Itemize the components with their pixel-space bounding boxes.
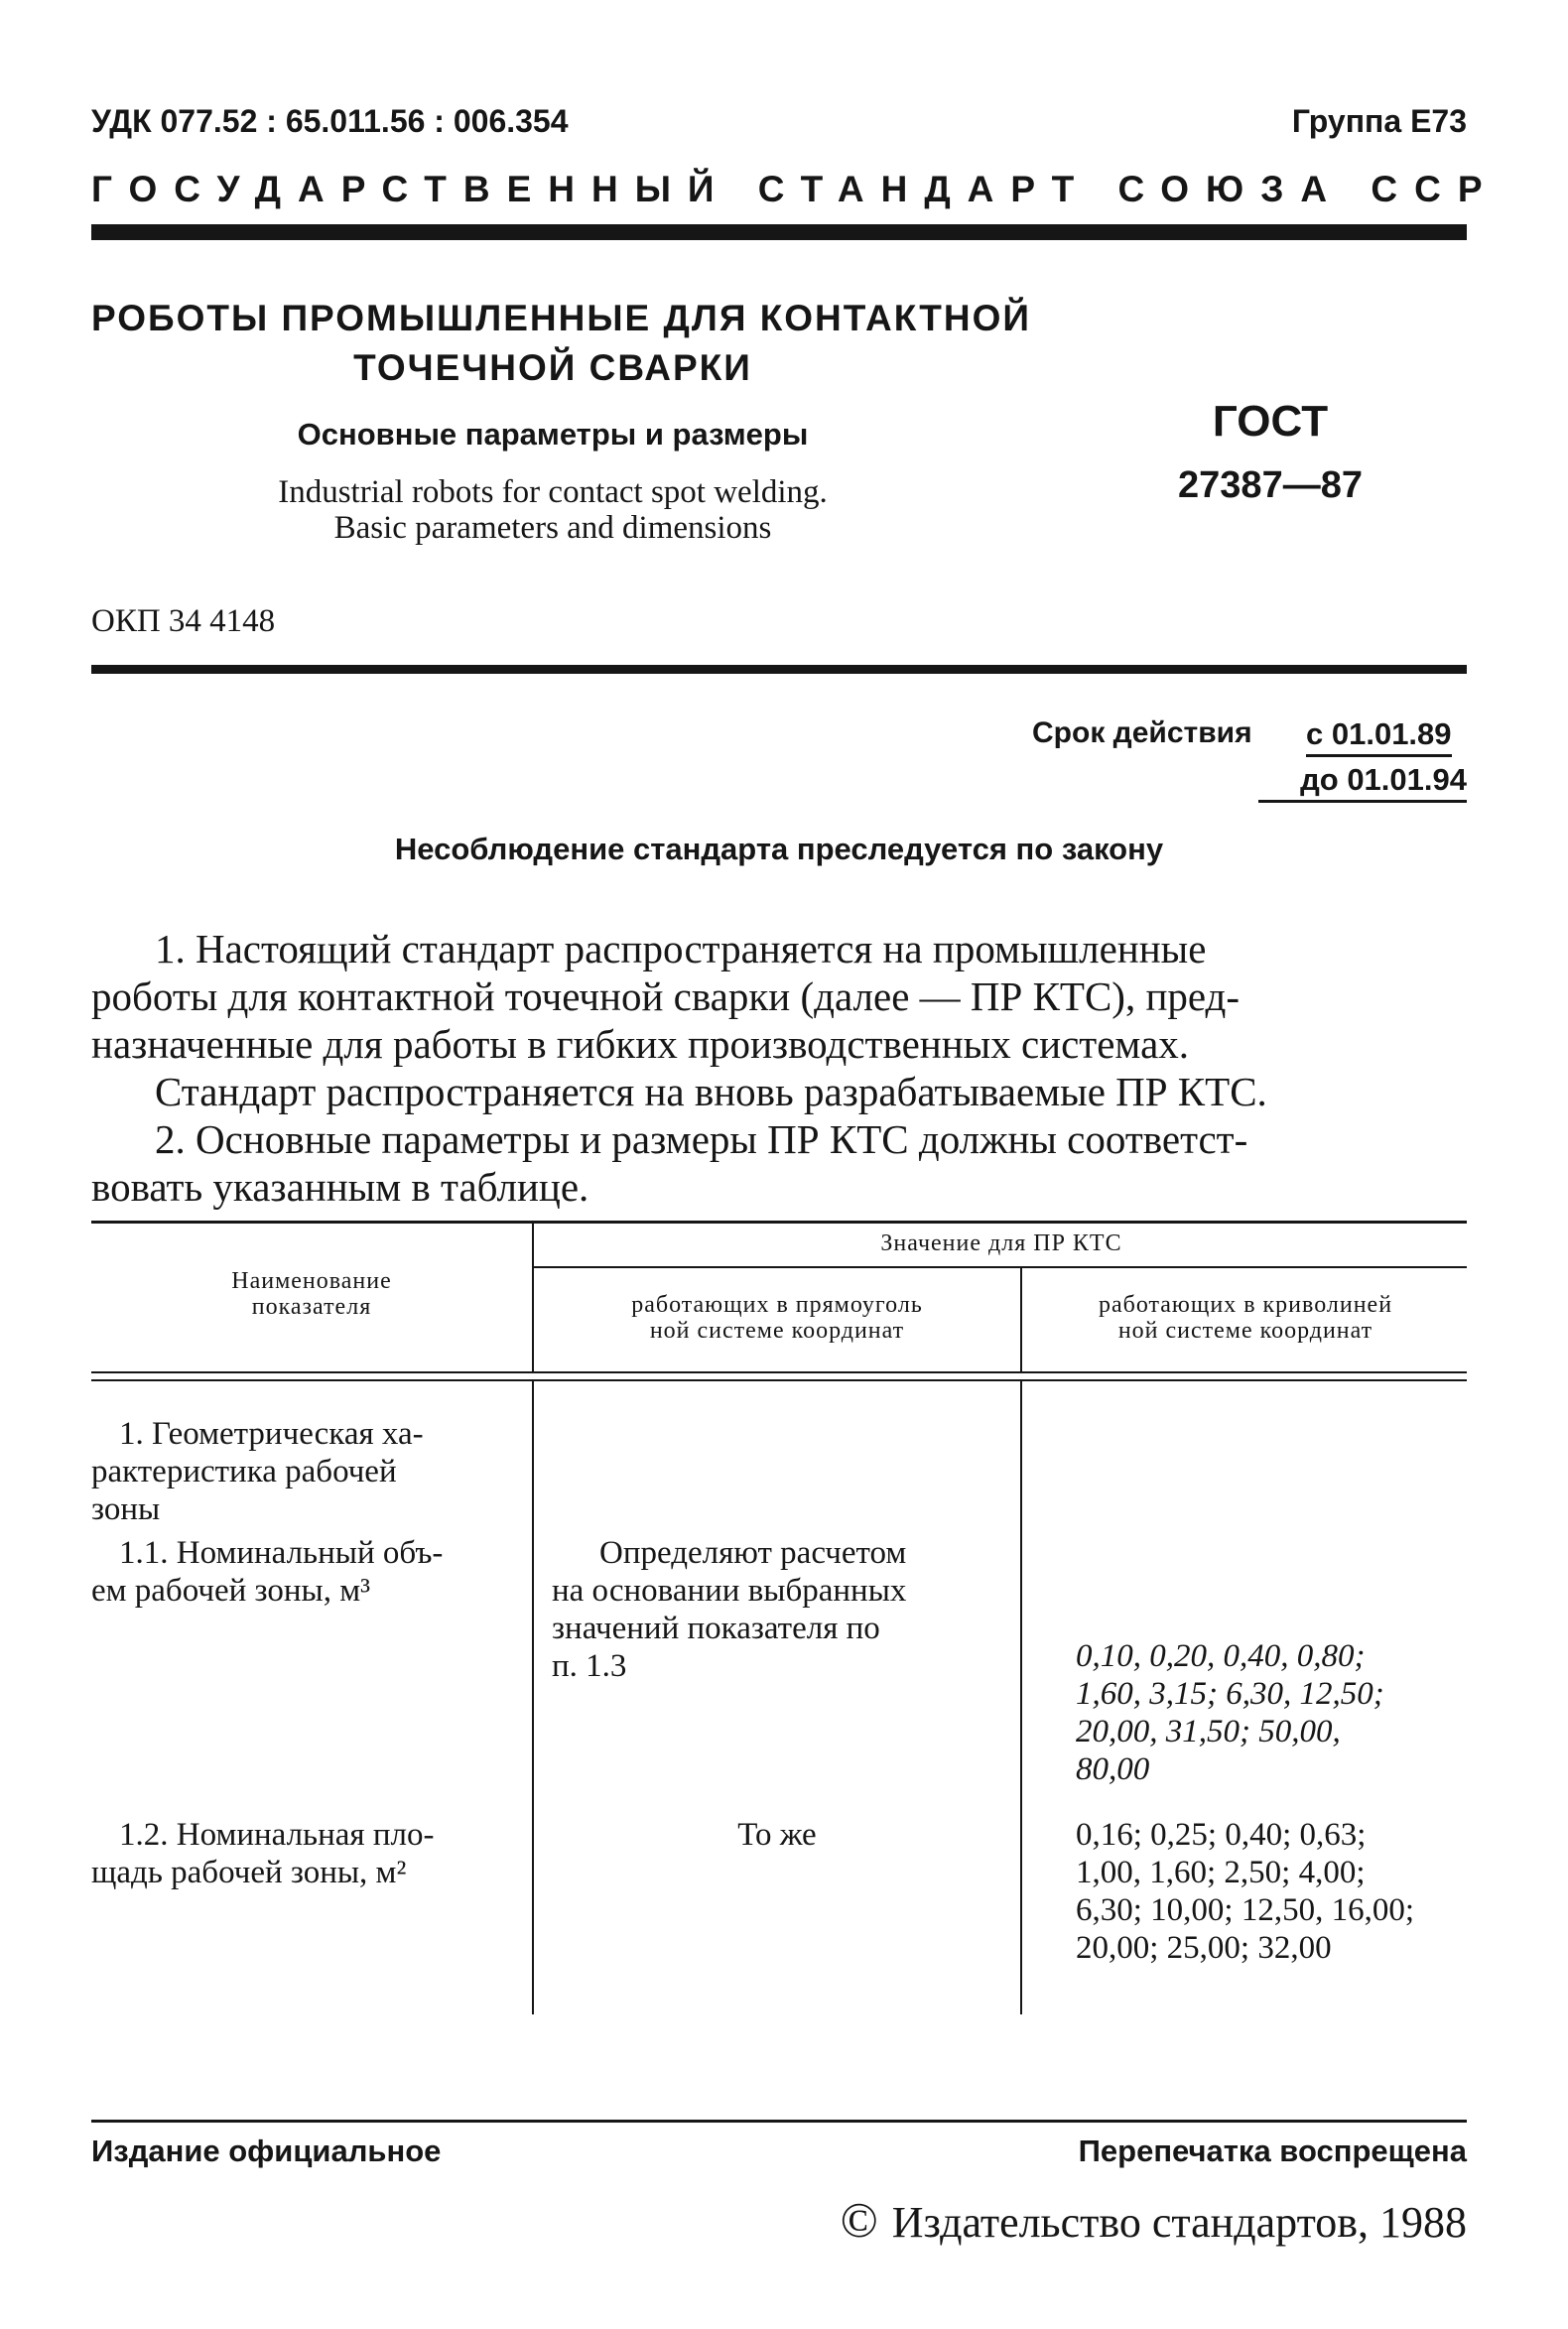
- row-1-1-rect-line-2: на основании выбранных: [552, 1573, 907, 1609]
- body-line-6: вовать указанным в таблице.: [91, 1164, 589, 1210]
- header-rectangular-coordinates: [536, 1292, 1018, 1344]
- title-line-2: ТОЧЕЧНОЙ СВАРКИ: [353, 347, 752, 388]
- table-vline-1-body: [532, 1381, 534, 2014]
- row-1-1-name-line-1: 1.1. Номинальный объ-: [119, 1535, 444, 1571]
- state-standard-banner: ГОСУДАРСТВЕННЫЙ СТАНДАРТ СОЮЗА ССР: [91, 169, 1500, 209]
- row-1-name-line-2: рактеристика рабочей: [91, 1454, 397, 1489]
- row-1-2-curv-line-4: 20,00; 25,00; 32,00: [1076, 1930, 1332, 1966]
- header-thick-rule: [91, 224, 1467, 240]
- row-1-2-rect-line-1: То же: [737, 1817, 817, 1853]
- gost-label: ГОСТ: [1212, 397, 1329, 446]
- row-1-2-curv-line-1: 0,16; 0,25; 0,40; 0,63;: [1076, 1817, 1367, 1853]
- group-code: Группа Е73: [1291, 103, 1467, 139]
- title-line-1: РОБОТЫ ПРОМЫШЛЕННЫЕ ДЛЯ КОНТАКТНОЙ: [91, 298, 1031, 338]
- row-1-2-name-line-1: 1.2. Номинальная пло-: [119, 1817, 435, 1853]
- row-1-2-curv-line-3: 6,30; 10,00; 12,50, 16,00;: [1076, 1892, 1415, 1928]
- okp-code: ОКП 34 4148: [91, 603, 276, 639]
- header-indicator-name-line-1: Наименование: [231, 1268, 392, 1294]
- row-1-1-curv-line-1: 0,10, 0,20, 0,40, 0,80;: [1076, 1638, 1366, 1674]
- body-line-2: роботы для контактной точечной сварки (далее — ПР КТС), пред-: [91, 973, 1241, 1019]
- header-curvilinear-line-2: ной системе координат: [1117, 1318, 1373, 1344]
- row-1-1-name: [91, 1534, 508, 1610]
- header-curvilinear-line-1: работающих в криволиней: [1098, 1292, 1393, 1318]
- copyright-icon: ©: [840, 2192, 878, 2248]
- row-1-1-name-line-2: ем рабочей зоны, м³: [91, 1573, 370, 1609]
- udk-code: УДК 077.52 : 65.011.56 : 006.354: [91, 103, 569, 139]
- body-line-4: Стандарт распространяется на вновь разрабатываемые ПР КТС.: [155, 1069, 1267, 1114]
- header-indicator-name: [93, 1268, 530, 1320]
- row-1-name: [91, 1415, 508, 1528]
- body-line-3: назначенные для работы в гибких производственных системах.: [91, 1021, 1190, 1067]
- subtitle: Основные параметры и размеры: [297, 417, 809, 452]
- row-1-2-name: [91, 1816, 508, 1891]
- row-1-1-curv-line-2: 1,60, 3,15; 6,30, 12,50;: [1076, 1676, 1384, 1712]
- body-line-1: 1. Настоящий стандарт распространяется на промышленные: [155, 926, 1207, 971]
- table-header-double-rule-1: [91, 1371, 1467, 1373]
- validity-label: Срок действия: [1032, 716, 1252, 749]
- table-vline-2: [1020, 1268, 1022, 1371]
- body-line-5: 2. Основные параметры и размеры ПР КТС должны соответст-: [155, 1116, 1248, 1162]
- publisher-line: [841, 2191, 1467, 2249]
- row-1-1-curvilinear-value: [1076, 1637, 1467, 1788]
- row-1-1-rect-line-1: Определяют расчетом: [599, 1535, 907, 1571]
- header-rectangular-line-1: работающих в прямоуголь: [631, 1292, 923, 1318]
- header-curvilinear-coordinates: [1024, 1292, 1467, 1344]
- english-title-line-1: Industrial robots for contact spot welding.: [278, 474, 828, 510]
- row-1-2-curvilinear-value: [1076, 1816, 1467, 1967]
- row-1-2-rectangular-value: [536, 1816, 1018, 1854]
- table-vline-1: [532, 1223, 534, 1371]
- title-thick-rule: [91, 665, 1467, 674]
- row-1-2-name-line-2: щадь рабочей зоны, м²: [91, 1855, 407, 1890]
- validity-from: с 01.01.89: [1306, 716, 1452, 757]
- publisher-text: Издательство стандартов, 1988: [891, 2198, 1467, 2247]
- header-value-group: Значение для ПР КТС: [880, 1230, 1122, 1256]
- official-edition: Издание официальное: [91, 2134, 442, 2168]
- row-1-name-line-1: 1. Геометрическая ха-: [119, 1416, 424, 1452]
- row-1-1-curv-line-4: 80,00: [1076, 1751, 1150, 1787]
- table-group-rule: [534, 1266, 1467, 1268]
- row-1-1-curv-line-3: 20,00, 31,50; 50,00,: [1076, 1714, 1341, 1749]
- footer-rule: [91, 2120, 1467, 2123]
- row-1-2-curv-line-2: 1,00, 1,60; 2,50; 4,00;: [1076, 1855, 1366, 1890]
- row-1-name-line-3: зоны: [91, 1491, 161, 1527]
- legal-notice: Несоблюдение стандарта преследуется по закону: [394, 832, 1164, 866]
- row-1-1-rect-line-4: п. 1.3: [552, 1648, 627, 1684]
- english-title-line-2: Basic parameters and dimensions: [333, 510, 772, 546]
- row-1-1-rect-line-3: значений показателя по: [552, 1611, 880, 1646]
- header-indicator-name-line-2: показателя: [251, 1294, 372, 1320]
- row-1-1-rectangular-value: [552, 1534, 1008, 1685]
- gost-number: 27387—87: [1178, 464, 1363, 506]
- table-header-double-rule-2: [91, 1379, 1467, 1381]
- reprint-prohibited: Перепечатка воспрещена: [1078, 2134, 1467, 2168]
- validity-to: до 01.01.94: [1258, 762, 1467, 803]
- table-vline-2-body: [1020, 1381, 1022, 2014]
- table-top-rule: [91, 1221, 1467, 1224]
- header-rectangular-line-2: ной системе координат: [649, 1318, 905, 1344]
